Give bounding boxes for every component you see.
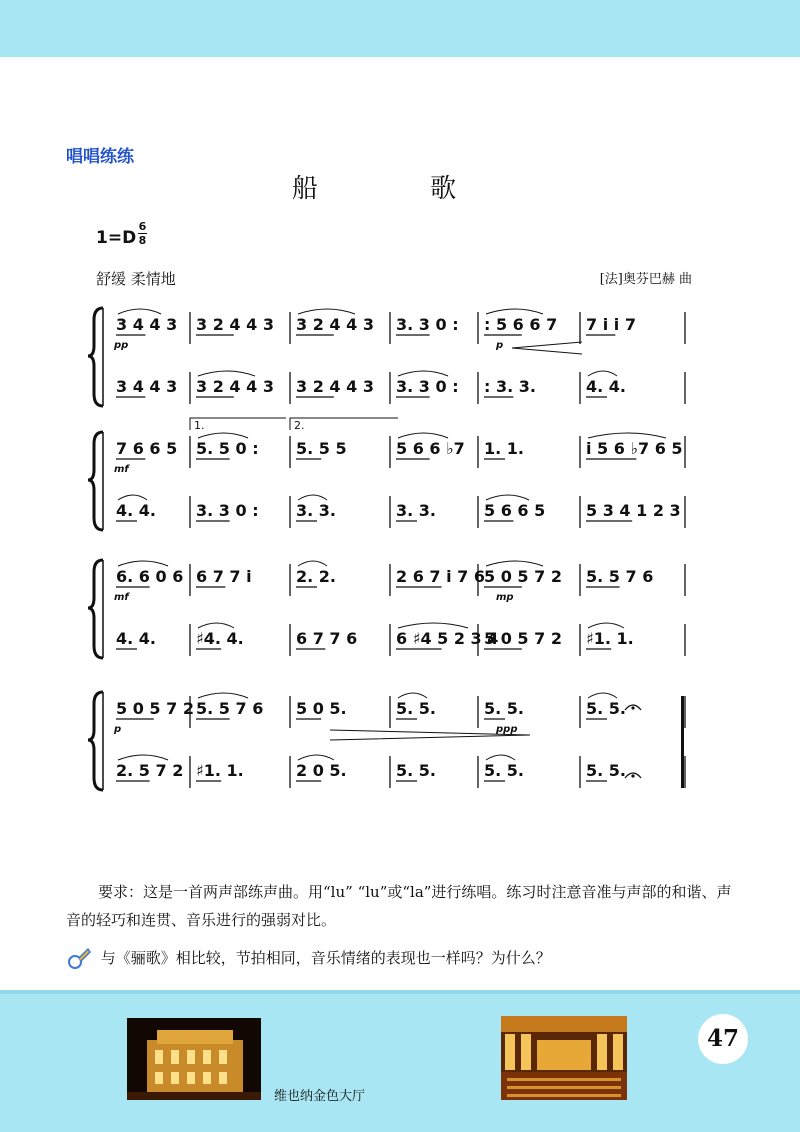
page-number: 47	[698, 1014, 748, 1064]
slur-arc	[118, 309, 161, 314]
slur-arc	[298, 495, 327, 500]
song-title: 船 歌	[291, 174, 509, 204]
dynamic-mark: mf	[114, 464, 129, 475]
photo-caption: 维也纳金色大厅	[274, 1089, 366, 1104]
slur-arc	[198, 433, 248, 438]
lower-measure: 5. 5.	[484, 761, 524, 780]
lower-measure: 2. 5 7 2	[116, 761, 184, 780]
lower-measure: 3. 3.	[296, 501, 336, 520]
dynamic-mark: p	[114, 724, 122, 735]
dynamic-mark: ppp	[496, 724, 518, 735]
dynamic-mark: mp	[496, 592, 514, 603]
upper-measure: 5 0 5 7 2	[116, 699, 194, 718]
dynamic-mark: pp	[114, 340, 129, 351]
slur-arc	[588, 433, 666, 438]
upper-measure: 5. 5 7 6	[586, 567, 654, 586]
slur-arc	[198, 693, 248, 698]
upper-measure: 6. 6 0 6	[116, 567, 184, 586]
dynamic-mark: p	[496, 340, 504, 351]
lower-measure: 3 2 4 4 3	[296, 377, 374, 396]
key-signature: 1=D	[96, 228, 137, 248]
lower-measure: 5. 5.	[396, 761, 436, 780]
lower-measure: 3 2 4 4 3	[196, 377, 274, 396]
requirement-text: 要求：这是一首两声部练声曲。用“lu” “lu”或“la”进行练唱。练习时注意音准与声部的和谐、声音的轻巧和连贯、音乐进行的强弱对比。	[66, 883, 732, 929]
lower-measure: 5 3 4 1 2 3	[586, 501, 681, 520]
lower-measure: 5 6 6 5	[484, 501, 546, 520]
upper-measure: 3. 3 0 :	[396, 315, 459, 334]
upper-measure: 7 6 6 5	[116, 439, 178, 458]
time-signature-top: 6	[138, 220, 147, 233]
upper-measure: 5 0 5.	[296, 699, 347, 718]
bottom-color-band	[0, 990, 800, 1132]
slur-arc	[398, 433, 448, 438]
slur-arc	[588, 623, 624, 628]
slur-arc	[486, 495, 529, 500]
slur-arc	[398, 371, 448, 376]
system-brace	[88, 308, 103, 406]
lower-measure: 5 0 5 7 2	[484, 629, 562, 648]
upper-measure: 5 6 6 ♭7	[396, 439, 465, 458]
lower-measure: ♯4. 4.	[196, 629, 244, 648]
upper-measure: 5 0 5 7 2	[484, 567, 562, 586]
golden-hall-interior-photo	[501, 1016, 627, 1100]
slur-arc	[118, 495, 147, 500]
lower-measure: 4. 4.	[586, 377, 626, 396]
slur-arc	[486, 561, 543, 566]
slur-arc	[588, 371, 617, 376]
upper-measure: 5. 5 0 :	[196, 439, 259, 458]
volta-bracket	[290, 418, 398, 430]
fermata-dot	[631, 774, 634, 777]
volta-label: 2.	[294, 419, 305, 432]
volta-label: 1.	[194, 419, 205, 432]
lower-measure: 2 0 5.	[296, 761, 347, 780]
fermata-dot	[631, 706, 634, 709]
system-brace	[88, 560, 103, 658]
lower-measure: 6 ♯4 5 2 3 4	[396, 629, 499, 648]
hairpin	[512, 342, 582, 354]
golden-hall-exterior-photo	[127, 1018, 261, 1100]
upper-measure: 1. 1.	[484, 439, 524, 458]
final-barline	[681, 696, 684, 788]
upper-measure: 2. 2.	[296, 567, 336, 586]
slur-arc	[588, 693, 617, 698]
lower-measure: 4. 4.	[116, 629, 156, 648]
lower-measure: 5. 5.	[586, 761, 626, 780]
lower-measure: 3. 3.	[396, 501, 436, 520]
lower-measure: ♯1. 1.	[196, 761, 244, 780]
lower-measure: : 3. 3.	[484, 377, 536, 396]
slur-arc	[298, 755, 334, 760]
composer-credit: [法]奥芬巴赫 曲	[599, 272, 692, 287]
upper-measure: 3 2 4 4 3	[296, 315, 374, 334]
upper-measure: 5. 5.	[484, 699, 524, 718]
dynamic-mark: mf	[114, 592, 129, 603]
upper-measure: i 5 6 ♭7 6 5	[586, 439, 683, 458]
system-brace	[88, 692, 103, 790]
tempo-marking: 舒缓 柔情地	[96, 270, 176, 288]
slur-arc	[298, 309, 355, 314]
system-brace	[88, 432, 103, 530]
section-label: 唱唱练练	[66, 147, 134, 167]
slur-arc	[198, 623, 234, 628]
time-signature-bottom: 8	[138, 234, 147, 247]
lower-measure: 6 7 7 6	[296, 629, 358, 648]
slur-arc	[486, 755, 515, 760]
lower-measure: ♯1. 1.	[586, 629, 634, 648]
slur-arc	[486, 309, 543, 314]
slur-arc	[118, 755, 168, 760]
upper-measure: 5. 5 5	[296, 439, 347, 458]
upper-measure: 5. 5 7 6	[196, 699, 264, 718]
lower-measure: 3 4 4 3	[116, 377, 178, 396]
lower-measure: 3. 3 0 :	[396, 377, 459, 396]
upper-measure: 7 i i 7	[586, 315, 636, 334]
upper-measure: 5. 5.	[586, 699, 626, 718]
question-text: 与《骊歌》相比较，节拍相同，音乐情绪的表现也一样吗？为什么？	[100, 949, 551, 967]
horn-icon	[66, 946, 92, 972]
upper-measure: 5. 5.	[396, 699, 436, 718]
upper-measure: 2 6 7 i 7 6	[396, 567, 485, 586]
question-row	[66, 946, 551, 972]
lower-measure: 4. 4.	[116, 501, 156, 520]
slur-arc	[198, 371, 255, 376]
upper-measure: 3 2 4 4 3	[196, 315, 274, 334]
slur-arc	[398, 693, 427, 698]
lower-measure: 3. 3 0 :	[196, 501, 259, 520]
upper-measure: 6 7 7 i	[196, 567, 252, 586]
slur-arc	[118, 561, 168, 566]
upper-measure: 3 4 4 3	[116, 315, 178, 334]
upper-measure: : 5 6 6 7	[484, 315, 558, 334]
slur-arc	[298, 561, 327, 566]
slur-arc	[398, 623, 468, 628]
